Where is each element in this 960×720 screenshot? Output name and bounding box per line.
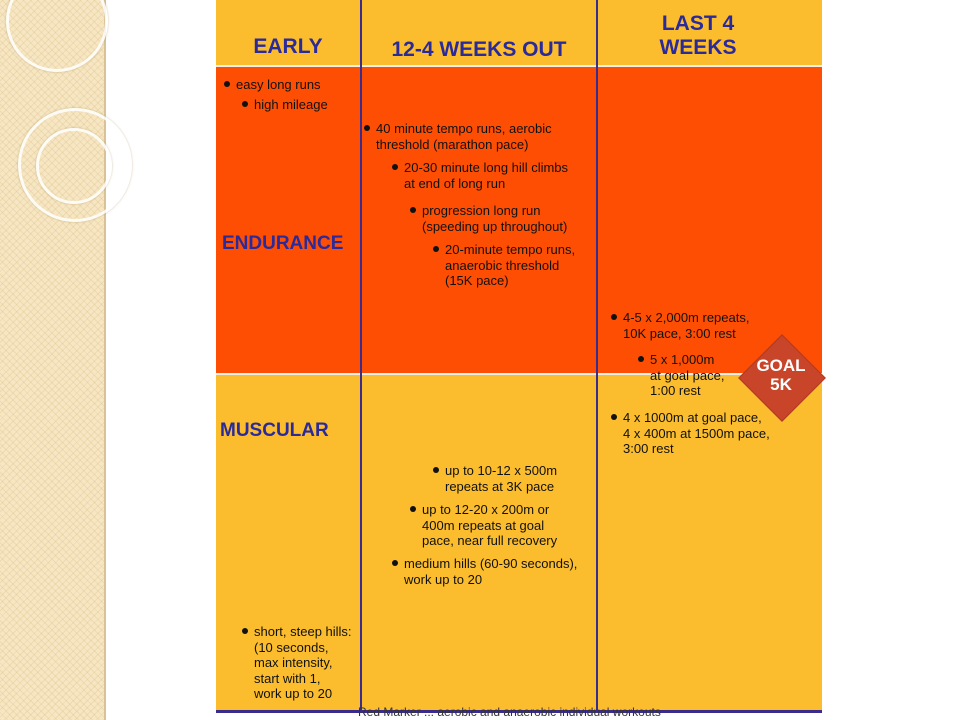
decorative-ring-top <box>6 0 108 72</box>
column-header-last-line2: WEEKS <box>659 36 737 59</box>
column-divider-1 <box>360 0 362 713</box>
list-item-mid-1: 40 minute tempo runs, aerobic threshold (marathon pace) <box>364 121 552 152</box>
decorative-ring-inner <box>36 128 112 204</box>
list-item-early-2: high mileage <box>242 97 328 113</box>
row-label-muscular: MUSCULAR <box>220 420 329 441</box>
goal-label-line2: 5K <box>770 375 792 394</box>
footer-caption-text: Red Marker ... aerobic and anaerobic individual workouts <box>358 705 661 719</box>
column-header-mid: 12-4 WEEKS OUT <box>391 38 567 61</box>
list-item-mid-5: up to 10-12 x 500m repeats at 3K pace <box>433 463 557 494</box>
list-item-mid-4: 20-minute tempo runs, anaerobic threshold (15K pace) <box>433 242 575 289</box>
column-header-last <box>598 12 798 60</box>
header-divider <box>216 65 822 67</box>
goal-5k-marker <box>738 334 824 420</box>
decorative-sidebar <box>0 0 106 720</box>
column-header-last-line1: LAST 4 <box>661 12 735 35</box>
list-item-last-2: 5 x 1,000m at goal pace, 1:00 rest <box>638 352 724 399</box>
training-chart <box>216 0 822 720</box>
list-item-mid-7: medium hills (60-90 seconds), work up to 20 <box>392 556 577 587</box>
column-header-early: EARLY <box>253 35 323 58</box>
column-divider-2 <box>596 0 598 713</box>
list-item-early-1: easy long runs <box>224 77 321 93</box>
list-item-last-1: 4-5 x 2,000m repeats, 10K pace, 3:00 rest <box>611 310 749 341</box>
goal-label <box>738 356 824 394</box>
footer-caption-cutoff <box>358 705 798 720</box>
goal-label-line1: GOAL <box>756 356 806 375</box>
list-item-early-3: short, steep hills: (10 seconds, max intensity, start with 1, work up to 20 <box>242 624 352 702</box>
list-item-mid-3: progression long run (speeding up throughout) <box>410 203 567 234</box>
list-item-mid-2: 20-30 minute long hill climbs at end of long run <box>392 160 568 191</box>
row-divider <box>216 373 822 375</box>
list-item-last-3: 4 x 1000m at goal pace, 4 x 400m at 1500m pace, 3:00 rest <box>611 410 770 457</box>
row-label-endurance: ENDURANCE <box>222 233 344 254</box>
list-item-mid-6: up to 12-20 x 200m or 400m repeats at goal pace, near full recovery <box>410 502 557 549</box>
